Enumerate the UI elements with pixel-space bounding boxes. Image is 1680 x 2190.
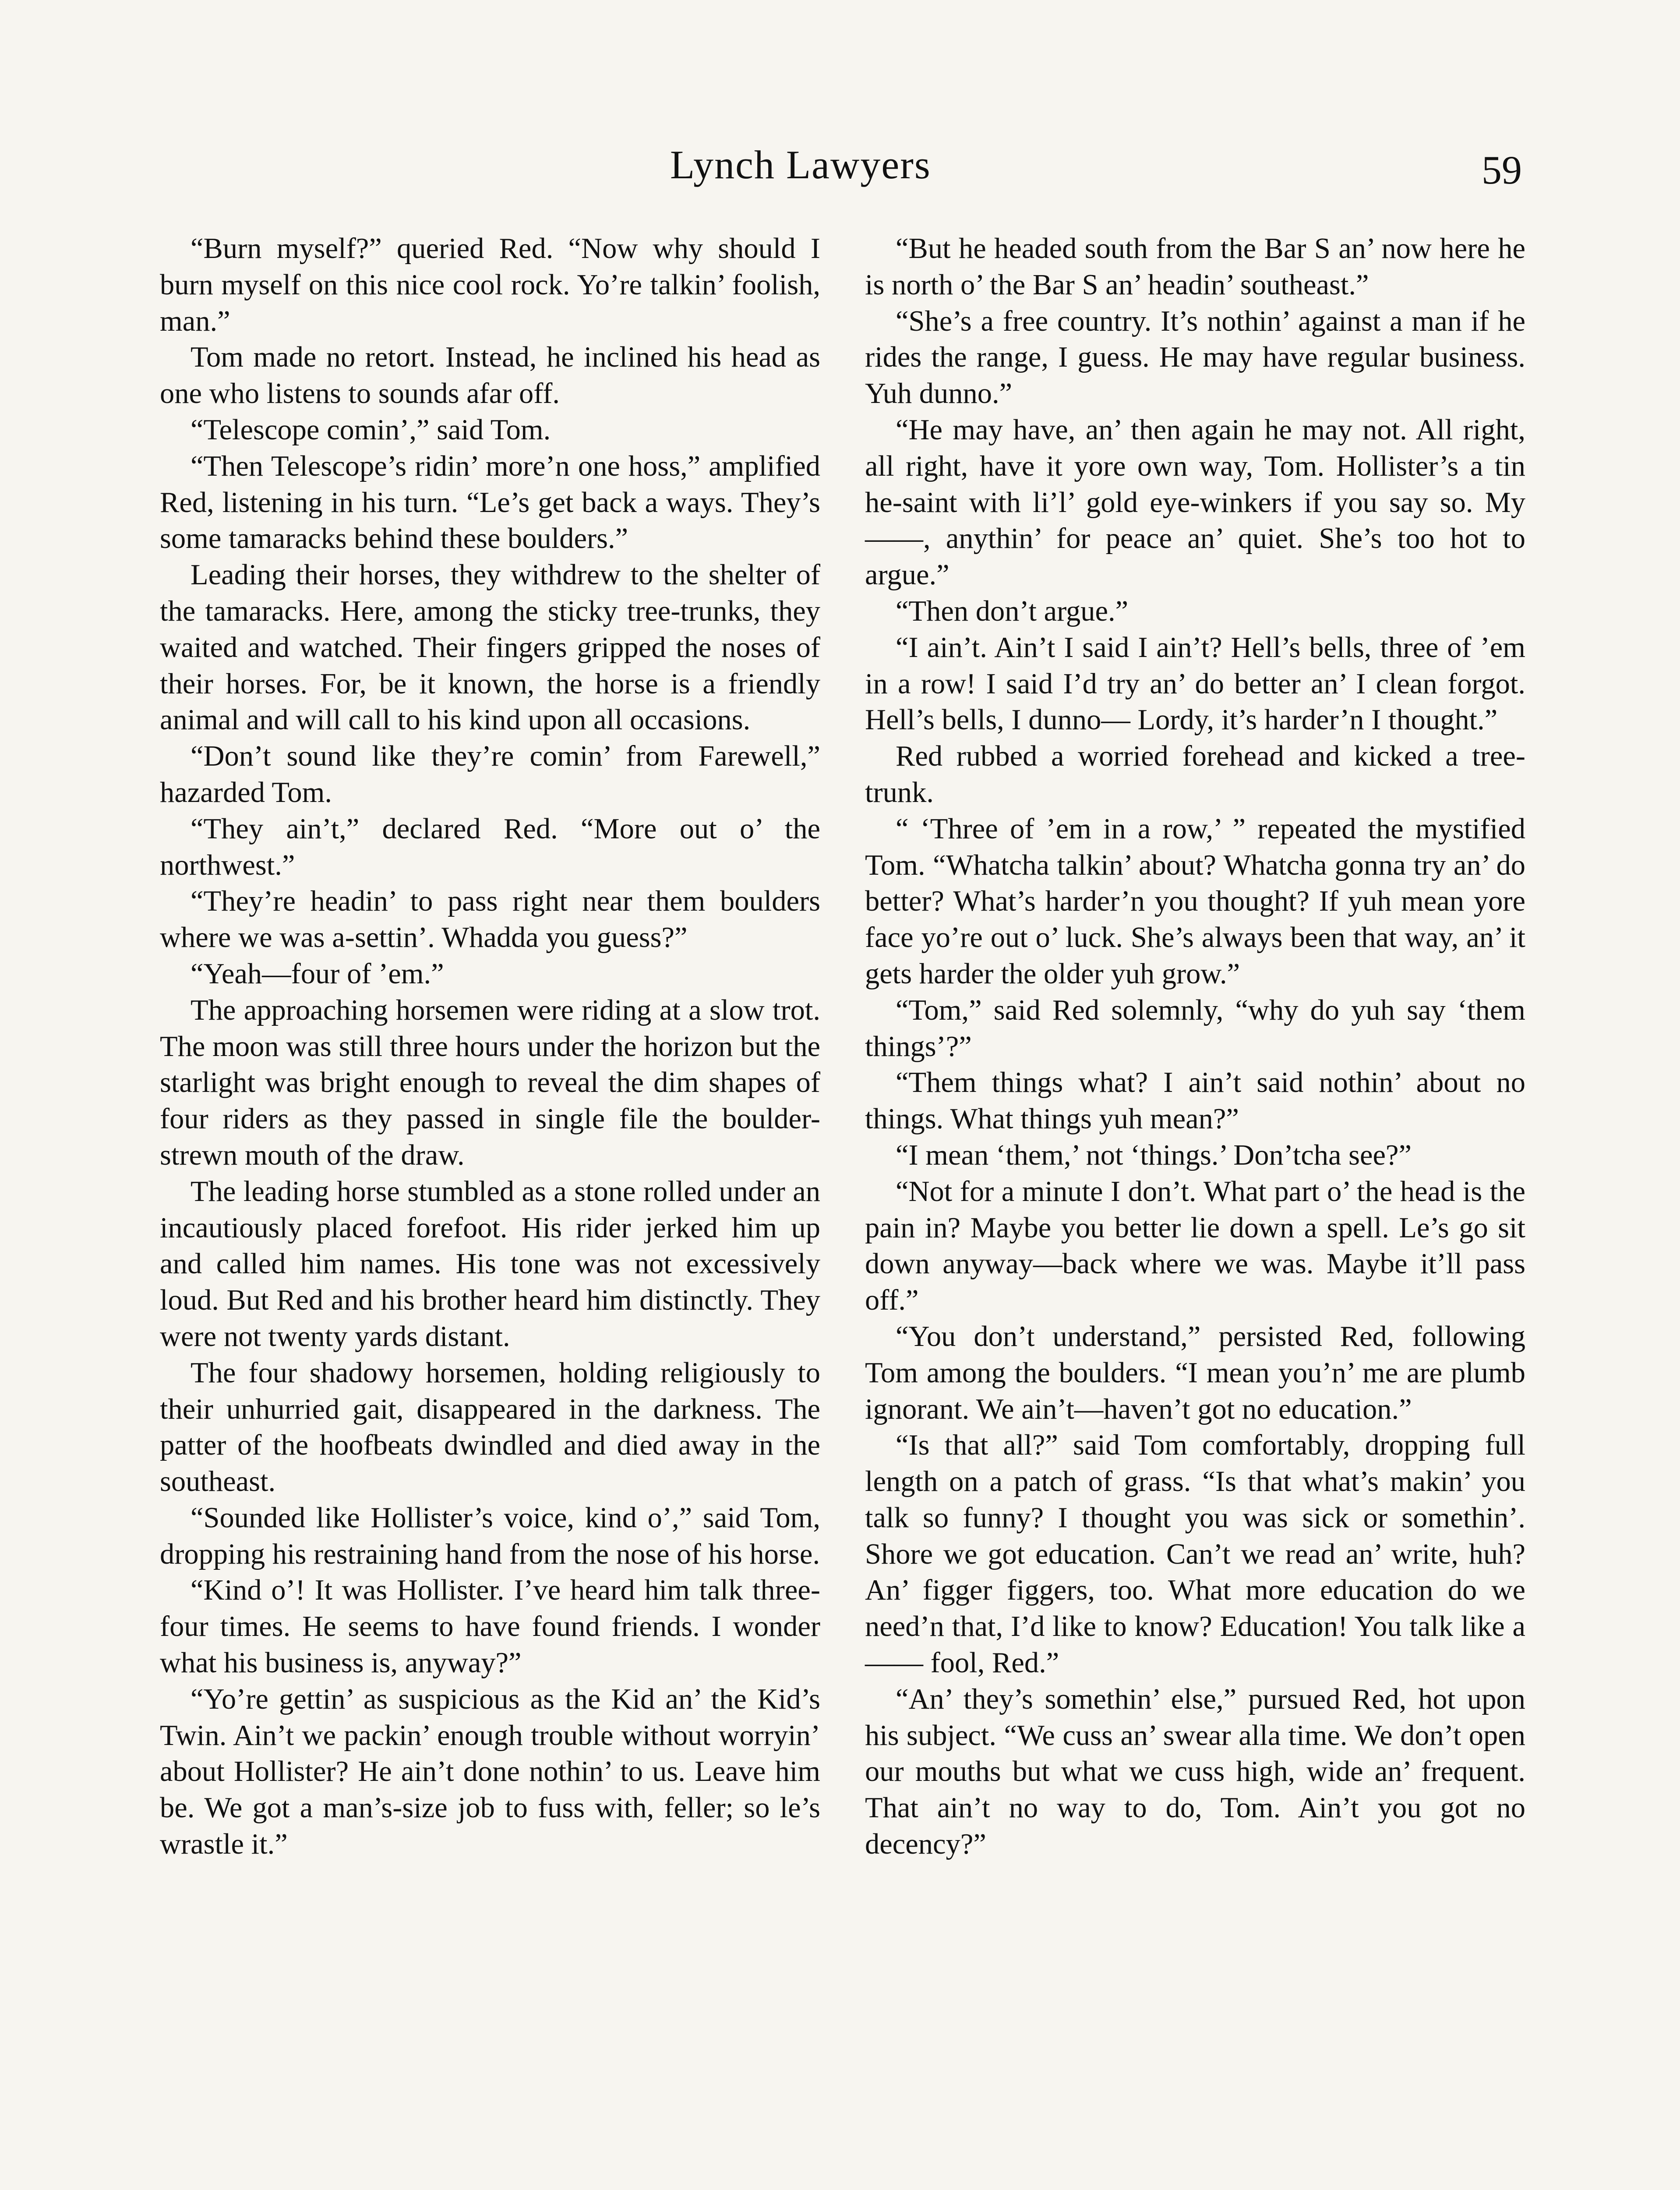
paragraph: “He may have, an’ then again he may not. All right, all right, have it yore own way, Tom. Hollister’s a tin he-saint with li’l’ gold eye-winkers if you say so. My ——, anythin’ for peace an’ quiet. She’s too hot to argue.” [865, 413, 1525, 591]
paragraph: “An’ they’s somethin’ else,” pursued Red, hot upon his subject. “We cuss an’ swear alla time. We don’t open our mouths but what we cuss high, wide an’ frequent. That ain’t no way to do, Tom. Ain’t you got no decency?” [865, 1683, 1525, 1861]
paragraph: “Telescope comin’,” said Tom. [191, 413, 551, 446]
paragraph: “I mean ‘them,’ not ‘things.’ Don’tcha see?” [896, 1139, 1412, 1171]
paragraph: “Yeah—four of ’em.” [191, 957, 444, 990]
running-title: Lynch Lawyers [670, 142, 931, 187]
paragraph: “Sounded like Hollister’s voice, kind o’,” said Tom, dropping his restraining hand from the nose of his horse. [160, 1501, 820, 1570]
left-text-column [160, 231, 820, 1863]
paragraph: “Then don’t argue.” [896, 595, 1129, 627]
paragraph: “Don’t sound like they’re comin’ from Farewell,” hazarded Tom. [160, 740, 820, 809]
paragraph: “They’re headin’ to pass right near them boulders where we was a-settin’. Whadda you guess?” [160, 885, 820, 954]
paragraph: “But he headed south from the Bar S an’ now here he is north o’ the Bar S an’ headin’ southeast.” [865, 233, 1525, 301]
paragraph: The leading horse stumbled as a stone rolled under an incautiously placed forefoot. His rider jerked him up and called him names. His tone was not excessively loud. But Red and his brother heard him distinctly. They were not twenty yards distant. [160, 1175, 820, 1353]
paragraph: “Yo’re gettin’ as suspicious as the Kid an’ the Kid’s Twin. Ain’t we packin’ enough trouble without worryin’ about Hollister? He ain’t done nothin’ to us. Leave him be. We got a man’s-size job to fuss with, feller; so le’s wrastle it.” [160, 1683, 820, 1861]
paragraph: “Tom,” said Red solemnly, “why do yuh say ‘them things’?” [865, 994, 1525, 1063]
paragraph: Tom made no retort. Instead, he inclined his head as one who listens to sounds afar off. [160, 341, 820, 410]
paragraph: “ ‘Three of ’em in a row,’ ” repeated the mystified Tom. “Whatcha talkin’ about? Whatcha gonna try an’ do better? What’s harder’n you thought? If yuh mean yore face yo’re out o’ luck. She’s always been that way, an’ it gets harder the older yuh grow.” [865, 812, 1525, 990]
paragraph: “Them things what? I ain’t said nothin’ about no things. What things yuh mean?” [865, 1067, 1525, 1135]
right-text-column [865, 231, 1525, 1863]
paragraph: “Is that all?” said Tom comfortably, dropping full length on a patch of grass. “Is that what’s makin’ you talk so funny? I thought you was sick or somethin’. Shore we got education. Can’t we read an’ write, huh? An’ figger figgers, too. What more education do we need’n that, I’d like to know? Education! You talk like a —— fool, Red.” [865, 1429, 1525, 1679]
paragraph: “They ain’t,” declared Red. “More out o’ the northwest.” [160, 812, 820, 881]
paragraph: The four shadowy horsemen, holding religiously to their unhurried gait, disappeared in the darkness. The patter of the hoofbeats dwindled and died away in the southeast. [160, 1356, 820, 1498]
paragraph: “Burn myself?” queried Red. “Now why should I burn myself on this nice cool rock. Yo’re talkin’ foolish, man.” [160, 233, 820, 337]
paragraph: The approaching horsemen were riding at a slow trot. The moon was still three hours under the horizon but the starlight was bright enough to reveal the dim shapes of four riders as they passed in single file the boulder-strewn mouth of the draw. [160, 994, 820, 1171]
paragraph: “She’s a free country. It’s nothin’ against a man if he rides the range, I guess. He may have regular business. Yuh dunno.” [865, 305, 1525, 410]
paragraph: “Then Telescope’s ridin’ more’n one hoss,” amplified Red, listening in his turn. “Le’s get back a ways. They’s some tamaracks behind these boulders.” [160, 450, 820, 555]
paragraph: Red rubbed a worried forehead and kicked a tree-trunk. [865, 740, 1525, 809]
page-number: 59 [1482, 148, 1522, 192]
paragraph: “You don’t understand,” persisted Red, following Tom among the boulders. “I mean you’n’ me are plumb ignorant. We ain’t—haven’t got no education.” [865, 1320, 1525, 1425]
paragraph: “Not for a minute I don’t. What part o’ the head is the pain in? Maybe you better lie down a spell. Le’s go sit down anyway—back where we was. Maybe it’ll pass off.” [865, 1175, 1525, 1317]
paragraph: “Kind o’! It was Hollister. I’ve heard him talk three-four times. He seems to have found friends. I wonder what his business is, anyway?” [160, 1574, 820, 1679]
paragraph: Leading their horses, they withdrew to the shelter of the tamaracks. Here, among the sticky tree-trunks, they waited and watched. Their fingers gripped the noses of their horses. For, be it known, the horse is a friendly animal and will call to his kind upon all occasions. [160, 559, 820, 736]
paragraph: “I ain’t. Ain’t I said I ain’t? Hell’s bells, three of ’em in a row! I said I’d try an’ do better an’ I clean forgot. Hell’s bells, I dunno— Lordy, it’s harder’n I thought.” [865, 631, 1525, 736]
